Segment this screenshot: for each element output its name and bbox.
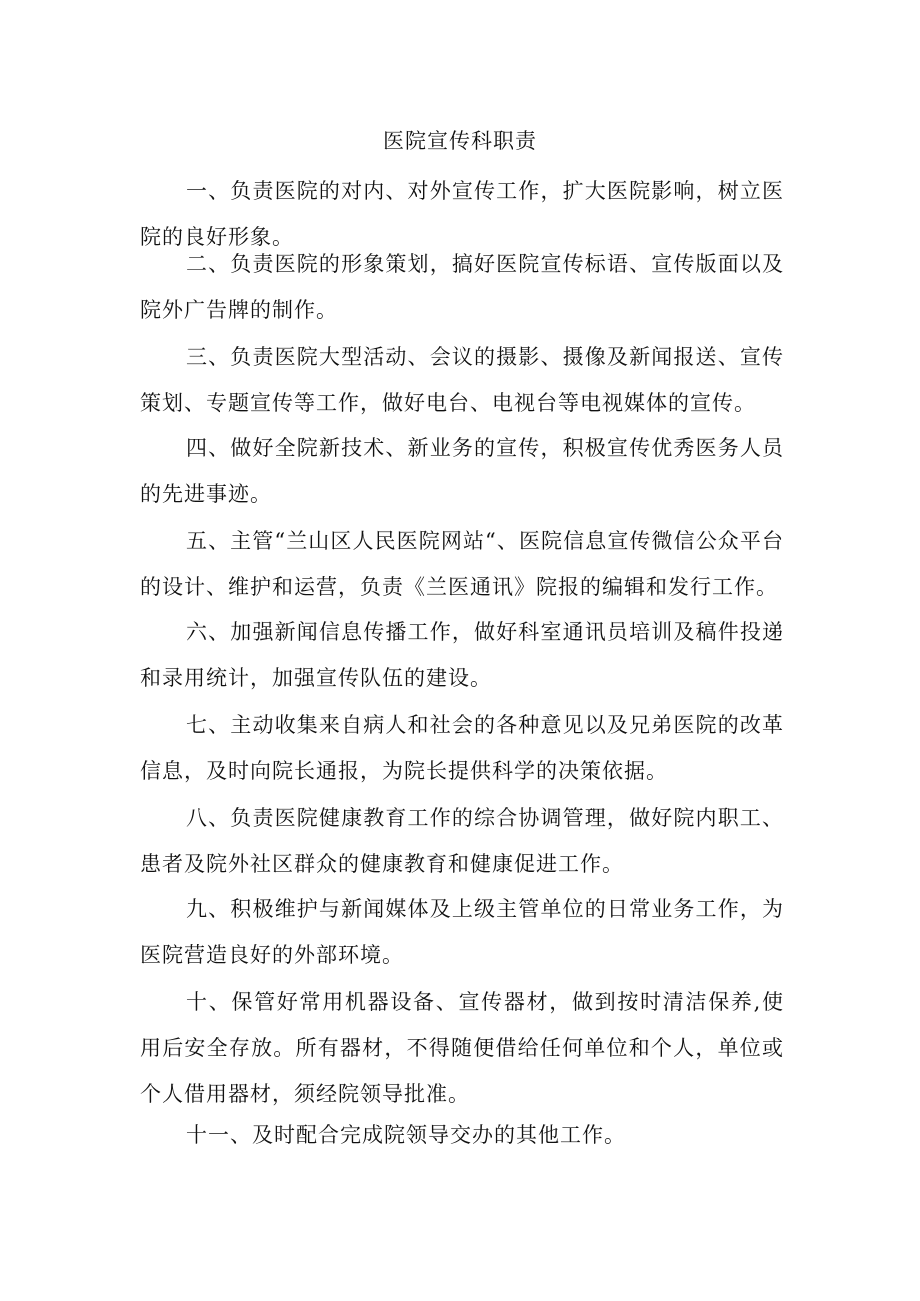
duty-item-11: 十一、及时配合完成院领导交办的其他工作。 bbox=[186, 1123, 626, 1147]
duty-item-1: 一、负责医院的对内、对外宣传工作，扩大医院影响，树立医院的良好形象。 bbox=[140, 179, 784, 249]
duty-item-5: 五、主管“兰山区人民医院网站“、医院信息宣传微信公众平台的设计、维护和运营，负责《兰医通讯》院报的编辑和发行工作。 bbox=[140, 529, 784, 599]
duty-item-7: 七、主动收集来自病人和社会的各种意见以及兄弟医院的改革信息，及时向院长通报，为院长提供科学的决策依据。 bbox=[140, 713, 784, 783]
duty-item-9: 九、积极维护与新闻媒体及上级主管单位的日常业务工作，为医院营造良好的外部环境。 bbox=[140, 897, 784, 967]
duty-item-8: 八、负责医院健康教育工作的综合协调管理，做好院内职工、患者及院外社区群众的健康教育和健康促进工作。 bbox=[140, 806, 784, 876]
duty-item-4: 四、做好全院新技术、新业务的宣传，积极宣传优秀医务人员的先进事迹。 bbox=[140, 436, 784, 506]
duty-item-10: 十、保管好常用机器设备、宣传器材，做到按时清洁保养,使用后安全存放。所有器材，不得随便借给任何单位和个人，单位或个人借用器材，须经院领导批准。 bbox=[140, 990, 784, 1106]
duty-item-2: 二、负责医院的形象策划，搞好医院宣传标语、宣传版面以及院外广告牌的制作。 bbox=[140, 252, 784, 322]
duty-item-6: 六、加强新闻信息传播工作，做好科室通讯员培训及稿件投递和录用统计，加强宣传队伍的建设。 bbox=[140, 620, 784, 690]
page-title: 医院宣传科职责 bbox=[383, 129, 537, 153]
duty-item-3: 三、负责医院大型活动、会议的摄影、摄像及新闻报送、宣传策划、专题宣传等工作，做好电台、电视台等电视媒体的宣传。 bbox=[140, 345, 784, 415]
